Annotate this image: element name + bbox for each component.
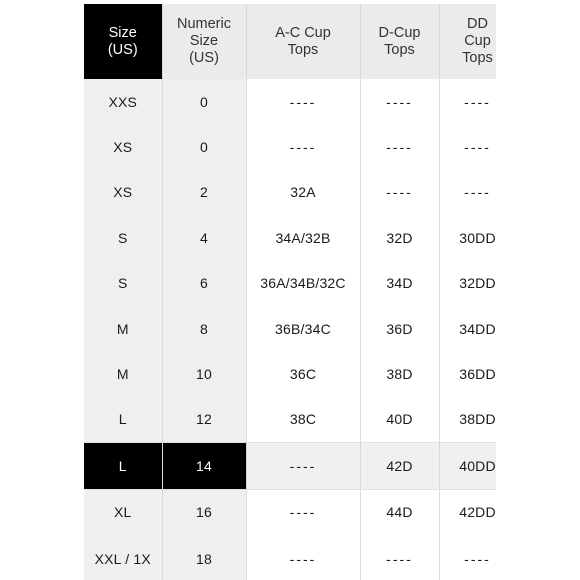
cell-d-cup: ---- <box>360 535 439 580</box>
cell-ac-cup: ---- <box>246 124 360 169</box>
cell-ac-cup: ---- <box>246 79 360 124</box>
cell-numeric: 10 <box>162 351 246 396</box>
cell-d-cup: 32D <box>360 215 439 260</box>
cell-d-cup: 44D <box>360 489 439 535</box>
table-row <box>84 170 496 215</box>
size-chart-table <box>84 4 496 580</box>
header-size-us: Size (US) <box>84 4 162 79</box>
cell-size: XXL / 1X <box>84 535 162 580</box>
cell-ac-cup: ---- <box>246 489 360 535</box>
cell-ac-cup: 32A <box>246 170 360 215</box>
table-row <box>84 535 496 580</box>
cell-d-cup: 40D <box>360 397 439 443</box>
cell-ac-cup: ---- <box>246 535 360 580</box>
cell-numeric: 12 <box>162 397 246 443</box>
cell-dd-cup: 42DD <box>439 489 496 535</box>
header-row <box>84 4 496 79</box>
header-ac-cup: A-C Cup Tops <box>246 4 360 79</box>
cell-numeric: 2 <box>162 170 246 215</box>
cell-size: M <box>84 351 162 396</box>
table-row <box>84 443 496 489</box>
cell-numeric: 6 <box>162 261 246 306</box>
cell-dd-cup: 38DD <box>439 397 496 443</box>
cell-d-cup: ---- <box>360 170 439 215</box>
cell-size: S <box>84 215 162 260</box>
cell-numeric: 4 <box>162 215 246 260</box>
cell-size: XXS <box>84 79 162 124</box>
table-row <box>84 351 496 396</box>
cell-ac-cup: 36B/34C <box>246 306 360 351</box>
cell-dd-cup: 34DD <box>439 306 496 351</box>
cell-dd-cup: ---- <box>439 535 496 580</box>
header-d-cup: D-Cup Tops <box>360 4 439 79</box>
cell-numeric: 0 <box>162 79 246 124</box>
size-chart <box>84 4 496 580</box>
cell-d-cup: ---- <box>360 79 439 124</box>
cell-dd-cup: 32DD <box>439 261 496 306</box>
cell-numeric: 8 <box>162 306 246 351</box>
cell-ac-cup: 34A/32B <box>246 215 360 260</box>
cell-d-cup: 38D <box>360 351 439 396</box>
cell-ac-cup: ---- <box>246 443 360 489</box>
cell-d-cup: 34D <box>360 261 439 306</box>
table-row <box>84 261 496 306</box>
table-row <box>84 124 496 169</box>
cell-size: M <box>84 306 162 351</box>
cell-dd-cup: 40DD <box>439 443 496 489</box>
header-dd-cup: DD Cup Tops <box>439 4 496 79</box>
cell-size: L <box>84 397 162 443</box>
cell-dd-cup: ---- <box>439 170 496 215</box>
table-row <box>84 215 496 260</box>
cell-size: S <box>84 261 162 306</box>
table-row <box>84 397 496 443</box>
header-numeric-size: Numeric Size (US) <box>162 4 246 79</box>
cell-dd-cup: ---- <box>439 79 496 124</box>
cell-dd-cup: ---- <box>439 124 496 169</box>
cell-size: XS <box>84 124 162 169</box>
cell-dd-cup: 30DD <box>439 215 496 260</box>
cell-numeric: 14 <box>162 443 246 489</box>
cell-numeric: 16 <box>162 489 246 535</box>
cell-size: L <box>84 443 162 489</box>
cell-ac-cup: 36A/34B/32C <box>246 261 360 306</box>
cell-d-cup: ---- <box>360 124 439 169</box>
cell-numeric: 18 <box>162 535 246 580</box>
cell-size: XS <box>84 170 162 215</box>
cell-numeric: 0 <box>162 124 246 169</box>
cell-ac-cup: 36C <box>246 351 360 396</box>
table-row <box>84 489 496 535</box>
table-row <box>84 306 496 351</box>
table-row <box>84 79 496 124</box>
cell-d-cup: 42D <box>360 443 439 489</box>
cell-ac-cup: 38C <box>246 397 360 443</box>
cell-dd-cup: 36DD <box>439 351 496 396</box>
cell-size: XL <box>84 489 162 535</box>
cell-d-cup: 36D <box>360 306 439 351</box>
